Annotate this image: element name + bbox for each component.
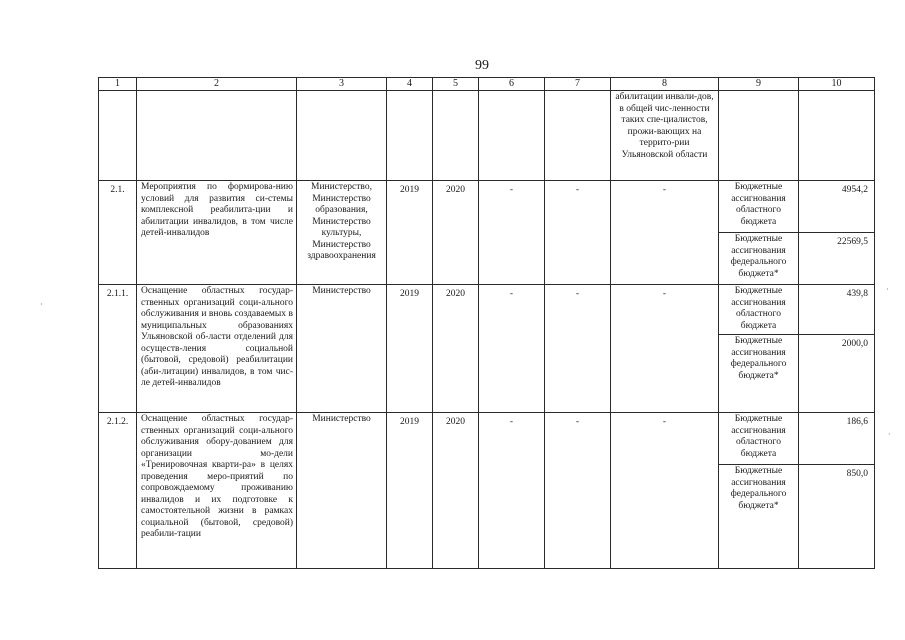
funding-amount: 4954,2 [799, 181, 875, 233]
end-year: 2020 [433, 181, 479, 285]
col6-value: - [479, 285, 545, 413]
program-activities-table [98, 77, 875, 569]
continuation-row [99, 91, 875, 181]
col8-value: - [611, 181, 719, 285]
col6-value: - [479, 413, 545, 569]
executor-cell: Министерство, Министерство образования, Министерство культуры, Министерство здравоохранения [297, 181, 387, 285]
funding-amount: 850,0 [799, 465, 875, 569]
funding-source: Бюджетные ассигнования федерального бюджета* [719, 233, 799, 285]
funding-source: Бюджетные ассигнования федерального бюджета* [719, 465, 799, 569]
start-year: 2019 [387, 181, 433, 285]
funding-source: Бюджетные ассигнования областного бюджета [719, 181, 799, 233]
header-cell: 6 [479, 78, 545, 91]
funding-amount: 439,8 [799, 285, 875, 335]
indicator-continuation-cell: абилитации инвали-дов, в общей чис-ленности таких спе-циалистов, прожи-вающих на террито-рии Ульяновской области [611, 91, 719, 181]
end-year: 2020 [433, 285, 479, 413]
scan-speck: · [886, 285, 889, 294]
header-cell: 1 [99, 78, 137, 91]
activity-name: Оснащение областных государ-ственных организаций соци-ального обслуживания и вновь создаваемых в муниципальных образованиях Ульяновской об-ласти отделений для осуществ-ления социальной (бытовой, средовой) реабилитации (аби-литации) инвалидов, в том чис-ле детей-инвалидов [137, 285, 297, 413]
table-row [99, 413, 875, 465]
executor-cell: Министерство [297, 413, 387, 569]
col6-value: - [479, 181, 545, 285]
scan-speck: · [888, 430, 891, 439]
funding-source: Бюджетные ассигнования областного бюджета [719, 413, 799, 465]
activity-name: Мероприятия по формирова-нию условий для развития си-стемы комплексной реабилита-ции и абилитации инвалидов, в том числе детей-инвалидов [137, 181, 297, 285]
funding-source: Бюджетные ассигнования федерального бюджета* [719, 335, 799, 413]
col7-value: - [545, 181, 611, 285]
header-cell: 10 [799, 78, 875, 91]
header-cell: 7 [545, 78, 611, 91]
row-number: 2.1. [99, 181, 137, 285]
row-number: 2.1.1. [99, 285, 137, 413]
scan-speck: · [40, 300, 43, 309]
header-cell: 2 [137, 78, 297, 91]
activity-name: Оснащение областных государ-ственных организаций соци-ального обслуживания обору-дованием для организации мо-дели «Тренировочная кварти-ра» в целях проведения меро-приятий по сопровождаемому проживанию инвалидов и их подготовке к самостоятельной жизни в рамках социальной (бытовой, средовой) реабили-тации [137, 413, 297, 569]
start-year: 2019 [387, 413, 433, 569]
column-number-header-row [99, 78, 875, 91]
header-cell: 8 [611, 78, 719, 91]
header-cell: 9 [719, 78, 799, 91]
funding-amount: 22569,5 [799, 233, 875, 285]
header-cell: 3 [297, 78, 387, 91]
row-number: 2.1.2. [99, 413, 137, 569]
table-row [99, 181, 875, 233]
header-cell: 5 [433, 78, 479, 91]
col8-value: - [611, 285, 719, 413]
page-number: 99 [475, 58, 489, 73]
table-row [99, 285, 875, 335]
funding-amount: 186,6 [799, 413, 875, 465]
funding-source: Бюджетные ассигнования областного бюджета [719, 285, 799, 335]
end-year: 2020 [433, 413, 479, 569]
funding-amount: 2000,0 [799, 335, 875, 413]
executor-cell: Министерство [297, 285, 387, 413]
header-cell: 4 [387, 78, 433, 91]
start-year: 2019 [387, 285, 433, 413]
col7-value: - [545, 413, 611, 569]
col8-value: - [611, 413, 719, 569]
col7-value: - [545, 285, 611, 413]
